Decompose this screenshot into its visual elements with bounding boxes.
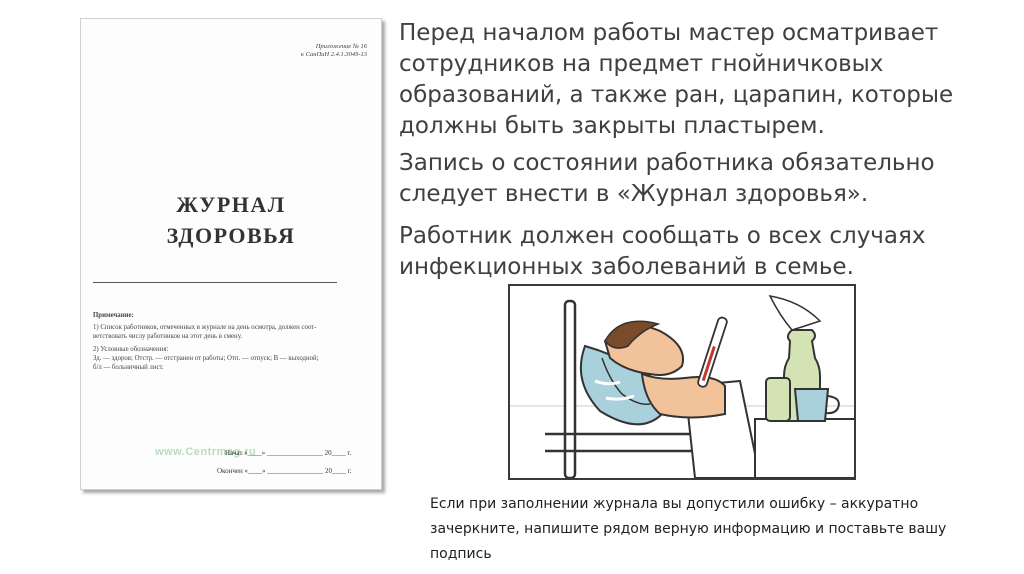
journal-divider [93, 282, 337, 283]
journal-finished-line: Окончен «____» ________________ 20____ г. [217, 467, 352, 475]
journal-cover-image [80, 18, 382, 490]
paragraph-journal-record: Запись о состоянии работника обязательно следует внести в «Журнал здоровья». [399, 150, 935, 207]
paragraph-inspection: Перед началом работы мастер осматривает сотрудников на предмет гнойничковых образований, а также ран, царапин, которые должны быть закрыты пластырем. [399, 20, 954, 139]
journal-note-title: Примечание: [93, 312, 134, 319]
journal-note-2: 2) Условные обозначения: Зд. — здоров; Отстр. — отстранен от работы; Отп. — отпуск; В — выходной; б/л — больничный лист. [93, 346, 319, 371]
journal-note-1: 1) Список работников, отмеченных в журнале на день осмотра, должен соот- ветствовать числу работников на этот день в смену. [93, 324, 317, 340]
paragraph-report-illness: Работник должен сообщать о всех случаях инфекционных заболеваний в семье. [399, 223, 926, 280]
journal-watermark: www.Centrmag.ru [155, 446, 257, 458]
journal-started-line: Начат «____» ________________ 20____ г. [225, 449, 352, 457]
sick-man-illustration [508, 284, 856, 480]
journal-notes [93, 311, 333, 376]
caption-text: Если при заполнении журнала вы допустили ошибку – аккуратно зачеркните, напишите рядом верную информацию и поставьте вашу подпись [430, 496, 947, 562]
journal-title: ЖУРНАЛ ЗДОРОВЬЯ [166, 192, 296, 248]
journal-appendix: Приложение № 16 к СанПиН 2.4.1.3049-13 [300, 43, 367, 58]
